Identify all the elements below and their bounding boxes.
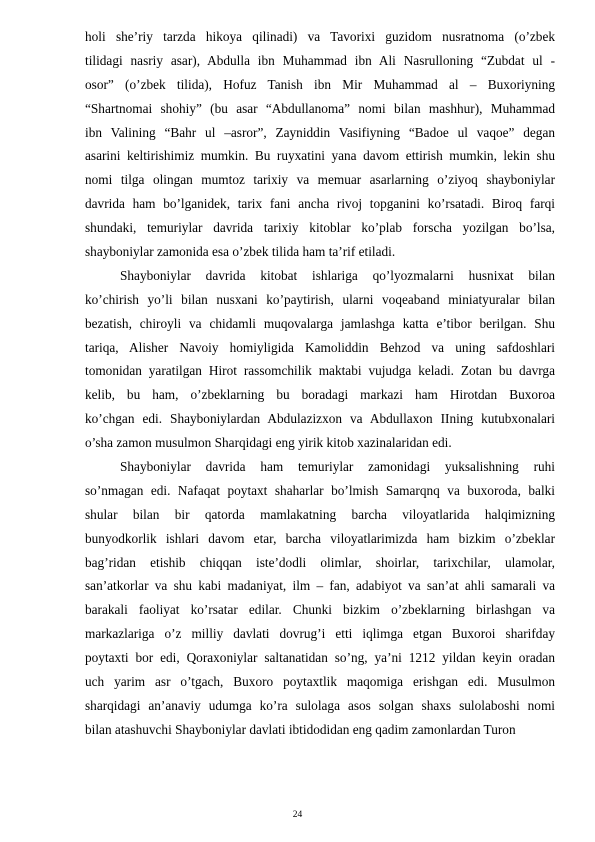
text-line: san’atkorlar va shu kabi madaniyat, ilm – fan, adabiyot va san’at ahli samarali va	[85, 578, 555, 594]
text-line: bunyodkorlik ishlari davom etar, barcha viloyatlarimizda ham bizkim o’zbeklar	[85, 530, 555, 546]
paragraph-3	[85, 455, 555, 742]
text-line: kelib, bu ham, o’zbeklarning bu boradagi markazi ham Hirotdan Buxoroa	[85, 387, 555, 403]
text-line: o’sha zamon musulmon Sharqidagi eng yirik kitob xazinalaridan edi.	[85, 435, 452, 451]
text-line: tariqa, Alisher Navoiy homiyligida Kamoliddin Behzod va uning safdoshlari	[85, 339, 555, 355]
text-line: ibn Valining “Bahr ul –asror”, Zayniddin Vasifiyning “Badoe ul vaqoe” degan	[85, 124, 555, 140]
paragraph-1	[85, 25, 555, 264]
text-line: shular bilan bir qatorda mamlakatning barcha viloyatlarida halqimizning	[85, 506, 555, 522]
text-line: davrida ham bo’lganidek, tarix fani ancha rivoj topganini ko’rsatadi. Biroq farqi	[85, 196, 555, 212]
paragraph-2	[85, 264, 555, 455]
document-page	[85, 25, 555, 742]
text-line: markazlariga o’z milliy davlati dovrug’i etti iqlimga etgan Buxoroi sharifday	[85, 626, 555, 642]
text-line: ko’chgan edi. Shayboniylardan Abdulazizxon va Abdullaxon IIning kutubxonalari	[85, 411, 555, 427]
text-line: shayboniylar zamonida esa o’zbek tilida ham ta’rif etiladi.	[85, 244, 396, 260]
text-line: poytaxti bor edi, Qoraxoniylar saltanatidan so’ng, ya’ni 1212 yildan keyin oradan	[85, 650, 555, 666]
text-line: so’nmagan edi. Nafaqat poytaxt shaharlar bo’lmish Samarqnq va buxoroda, balki	[85, 482, 555, 498]
text-line: shundaki, temuriylar davrida tarixiy kitoblar ko’plab forscha yozilgan bo’lsa,	[85, 220, 555, 236]
text-line: barakali faoliyat ko’rsatar edilar. Chunki bizkim o’zbeklarning birlashgan va	[85, 602, 555, 618]
text-line: tomonidan yaratilgan Hirot rassomchilik maktabi vujudga keladi. Zotan bu davrga	[85, 363, 555, 379]
text-line: osor” (o’zbek tilida), Hofuz Tanish ibn Mir Muhammad al – Buxoriyning	[85, 76, 555, 92]
text-line: tilidagi nasriy asar), Abdulla ibn Muhammad ibn Ali Nasrulloning “Zubdat ul -	[85, 52, 555, 68]
text-line: “Shartnomai shohiy” (bu asar “Abdullanoma” nomi bilan mashhur), Muhammad	[85, 100, 555, 116]
page-number: 24	[292, 810, 303, 820]
text-line: asarini keltirishimiz mumkin. Bu ruyxatini yana davom ettirish mumkin, lekin shu	[85, 148, 555, 164]
text-line: bezatish, chiroyli va chidamli muqovalarga jamlashga katta e’tibor berilgan. Shu	[85, 315, 555, 331]
text-line: Shayboniylar davrida kitobat ishlariga qo’lyozmalarni husnixat bilan	[120, 267, 555, 283]
text-line: sharqidagi an’anaviy udumga ko’ra sulolaga asos solgan shaxs sulolaboshi nomi	[85, 697, 555, 713]
text-line: bilan atashuvchi Shayboniylar davlati ibtidodidan eng qadim zamonlardan Turon	[85, 721, 516, 737]
text-line: Shayboniylar davrida ham temuriylar zamonidagi yuksalishning ruhi	[120, 459, 555, 475]
text-line: nomi tilga olingan mumtoz tarixiy va memuar asarlarning o’ziyoq shayboniylar	[85, 172, 555, 188]
text-line: uch yarim asr o’tgach, Buxoro poytaxtlik maqomiga erishgan edi. Musulmon	[85, 674, 555, 690]
text-line: ko’chirish yo’li bilan nusxani ko’paytirish, ularni voqeaband miniatyuralar bilan	[85, 291, 555, 307]
text-line: holi she’riy tarzda hikoya qilinadi) va Tavorixi guzidom nusratnoma (o’zbek	[85, 29, 555, 44]
text-line: bag’ridan etishib chiqqan iste’dodli olimlar, shoirlar, tarixchilar, ulamolar,	[85, 554, 555, 570]
